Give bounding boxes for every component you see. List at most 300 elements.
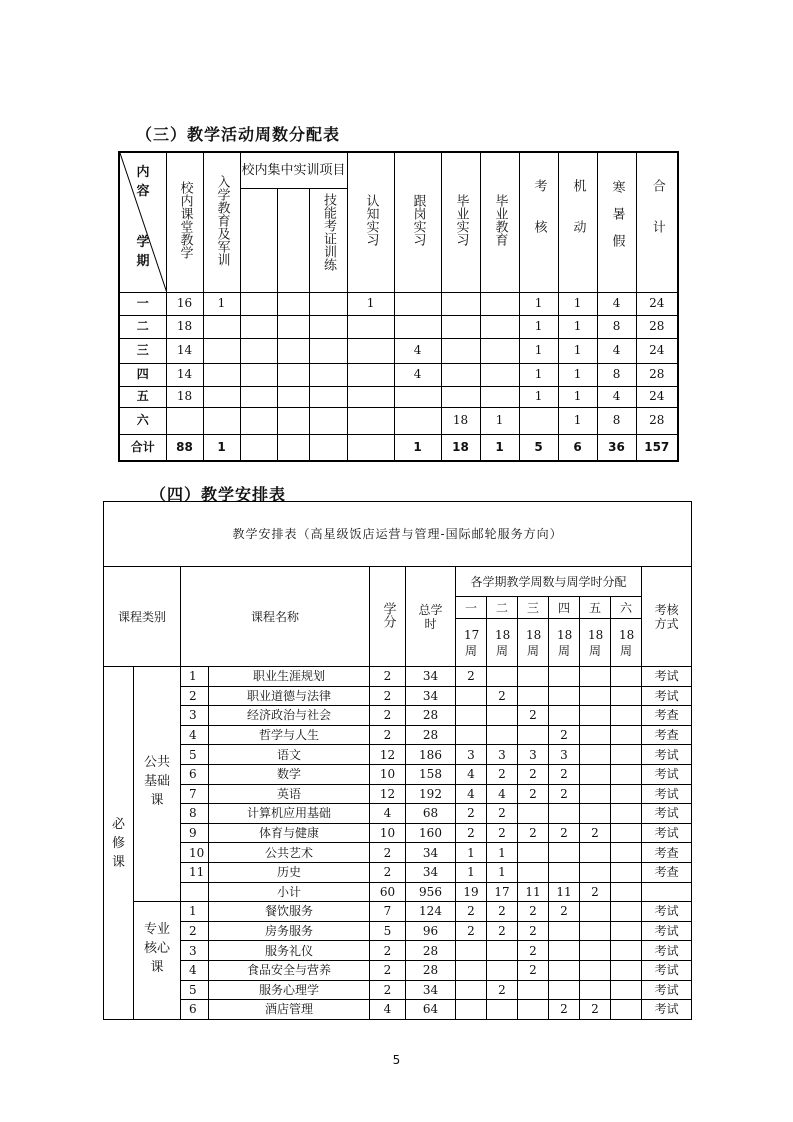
week-cell <box>347 338 394 363</box>
week-cell: 1 <box>519 315 558 338</box>
term-hours <box>580 706 611 726</box>
table-row <box>104 784 692 804</box>
term-hours <box>549 706 580 726</box>
course-assessment: 考查 <box>642 725 692 745</box>
header-total-hours: 总学时 <box>406 567 456 667</box>
term-hours <box>456 686 487 706</box>
course-hours: 158 <box>406 764 456 784</box>
term-hours: 2 <box>487 980 518 1000</box>
week-cell <box>309 434 347 461</box>
header-term: 四 <box>549 597 580 619</box>
week-cell: 1 <box>519 386 558 407</box>
week-label: 18周 <box>526 627 542 658</box>
term-hours <box>611 1000 642 1020</box>
term-hours: 3 <box>487 745 518 765</box>
week-cell: 1 <box>480 434 519 461</box>
week-label: 18周 <box>619 627 635 658</box>
course-no: 1 <box>181 902 209 922</box>
subtotal-label: 小计 <box>209 882 370 902</box>
week-row <box>119 407 678 434</box>
header-training-group: 校内集中实训项目 <box>240 152 347 188</box>
week-cell: 8 <box>597 363 636 386</box>
term-hours <box>518 1000 549 1020</box>
week-cell <box>309 315 347 338</box>
course-hours: 34 <box>406 980 456 1000</box>
term-hours <box>487 941 518 961</box>
term-hours: 4 <box>456 784 487 804</box>
course-name: 房务服务 <box>209 921 370 941</box>
course-hours: 160 <box>406 823 456 843</box>
course-no: 8 <box>181 804 209 824</box>
term-hours <box>580 902 611 922</box>
term-hours: 2 <box>518 706 549 726</box>
week-cell <box>309 363 347 386</box>
week-cell: 88 <box>166 434 203 461</box>
course-assessment: 考试 <box>642 902 692 922</box>
week-cell: 4 <box>597 338 636 363</box>
week-cell: 28 <box>636 363 678 386</box>
term-hours <box>580 960 611 980</box>
course-hours: 34 <box>406 686 456 706</box>
week-cell <box>394 315 441 338</box>
week-cell <box>480 315 519 338</box>
week-cell <box>347 363 394 386</box>
term-hours <box>518 725 549 745</box>
week-cell <box>347 434 394 461</box>
course-assessment: 考试 <box>642 667 692 687</box>
term-hours <box>487 667 518 687</box>
corner-header <box>119 152 166 292</box>
term-hours: 2 <box>487 902 518 922</box>
week-cell: 5 <box>519 434 558 461</box>
term-hours <box>611 960 642 980</box>
course-credit: 2 <box>370 725 406 745</box>
header-week <box>580 619 611 667</box>
term-hours <box>518 843 549 863</box>
course-name: 服务心理学 <box>209 980 370 1000</box>
table-row <box>104 941 692 961</box>
course-hours: 124 <box>406 902 456 922</box>
term-hours <box>580 745 611 765</box>
week-cell <box>309 292 347 315</box>
week-cell <box>203 386 240 407</box>
course-no: 4 <box>181 960 209 980</box>
header-term: 二 <box>487 597 518 619</box>
course-credit: 2 <box>370 960 406 980</box>
course-hours: 64 <box>406 1000 456 1020</box>
week-cell <box>203 363 240 386</box>
course-credit: 60 <box>370 882 406 902</box>
term-hours <box>611 804 642 824</box>
week-label: 18周 <box>557 627 573 658</box>
course-name: 公共艺术 <box>209 843 370 863</box>
week-cell: 18 <box>166 315 203 338</box>
week-cell <box>277 407 309 434</box>
term-hours <box>518 862 549 882</box>
course-credit: 7 <box>370 902 406 922</box>
header-assessment: 考核方式 <box>642 567 692 667</box>
week-cell <box>309 407 347 434</box>
week-cell: 4 <box>394 363 441 386</box>
header-training-sub2 <box>277 188 309 292</box>
term-hours: 2 <box>518 764 549 784</box>
week-cell <box>394 292 441 315</box>
term-hours: 2 <box>487 804 518 824</box>
term-hours <box>549 667 580 687</box>
week-cell: 4 <box>597 386 636 407</box>
header-mobile: 机动 <box>558 152 597 292</box>
term-hours <box>456 941 487 961</box>
week-cell: 24 <box>636 292 678 315</box>
table-row <box>104 745 692 765</box>
week-cell <box>277 315 309 338</box>
term-hours <box>549 980 580 1000</box>
week-cell: 28 <box>636 407 678 434</box>
term-hours: 2 <box>456 804 487 824</box>
course-assessment <box>642 882 692 902</box>
header-enroll: 入学教育及军训 <box>203 152 240 292</box>
table-row <box>104 902 692 922</box>
course-hours: 34 <box>406 843 456 863</box>
term-hours <box>580 686 611 706</box>
term-label: 二 <box>119 315 166 338</box>
term-hours <box>487 706 518 726</box>
term-hours <box>611 686 642 706</box>
term-hours: 2 <box>456 921 487 941</box>
term-hours <box>456 1000 487 1020</box>
header-skill: 技能考证训练 <box>309 188 347 292</box>
course-assessment: 考试 <box>642 745 692 765</box>
header-cognition: 认知实习 <box>347 152 394 292</box>
week-cell <box>240 363 277 386</box>
week-cell <box>394 407 441 434</box>
header-week <box>549 619 580 667</box>
term-hours <box>580 667 611 687</box>
course-name: 酒店管理 <box>209 1000 370 1020</box>
week-cell: 1 <box>347 292 394 315</box>
week-cell <box>441 363 480 386</box>
course-no: 10 <box>181 843 209 863</box>
table-row <box>104 980 692 1000</box>
term-hours: 1 <box>456 843 487 863</box>
week-cell <box>277 434 309 461</box>
term-hours: 11 <box>549 882 580 902</box>
table-row <box>104 804 692 824</box>
header-term: 五 <box>580 597 611 619</box>
course-name: 历史 <box>209 862 370 882</box>
week-cell <box>519 407 558 434</box>
week-cell: 18 <box>166 386 203 407</box>
week-cell: 1 <box>558 338 597 363</box>
term-hours <box>456 725 487 745</box>
term-label: 五 <box>119 386 166 407</box>
term-hours: 3 <box>456 745 487 765</box>
week-cell <box>347 315 394 338</box>
course-assessment: 考试 <box>642 960 692 980</box>
term-hours <box>611 764 642 784</box>
term-hours <box>580 784 611 804</box>
header-term: 三 <box>518 597 549 619</box>
week-row <box>119 386 678 407</box>
group-core <box>134 902 181 1020</box>
term-label: 四 <box>119 363 166 386</box>
week-cell: 1 <box>558 363 597 386</box>
course-name: 餐饮服务 <box>209 902 370 922</box>
course-name: 职业道德与法律 <box>209 686 370 706</box>
term-hours <box>580 843 611 863</box>
week-row <box>119 363 678 386</box>
table-row <box>104 843 692 863</box>
course-credit: 4 <box>370 804 406 824</box>
term-hours <box>518 980 549 1000</box>
term-hours <box>549 921 580 941</box>
week-cell: 1 <box>519 338 558 363</box>
term-hours: 2 <box>518 784 549 804</box>
week-row <box>119 434 678 461</box>
course-no: 7 <box>181 784 209 804</box>
course-no: 5 <box>181 980 209 1000</box>
term-hours <box>580 804 611 824</box>
term-hours: 3 <box>518 745 549 765</box>
header-course-name: 课程名称 <box>181 567 370 667</box>
term-hours <box>549 862 580 882</box>
term-hours <box>580 862 611 882</box>
course-assessment: 考试 <box>642 784 692 804</box>
group-public <box>134 667 181 902</box>
week-cell: 36 <box>597 434 636 461</box>
course-hours: 28 <box>406 941 456 961</box>
teaching-schedule-table <box>103 501 692 1020</box>
header-term: 六 <box>611 597 642 619</box>
course-hours: 192 <box>406 784 456 804</box>
course-name: 计算机应用基础 <box>209 804 370 824</box>
week-row <box>119 292 678 315</box>
term-hours: 2 <box>549 725 580 745</box>
week-cell: 28 <box>636 315 678 338</box>
week-cell <box>240 315 277 338</box>
header-graduation-intern: 毕业实习 <box>441 152 480 292</box>
week-cell <box>347 386 394 407</box>
header-category: 课程类别 <box>104 567 181 667</box>
course-assessment: 考试 <box>642 941 692 961</box>
course-name: 数学 <box>209 764 370 784</box>
course-no: 6 <box>181 1000 209 1020</box>
week-cell <box>240 292 277 315</box>
term-hours <box>580 725 611 745</box>
course-credit: 2 <box>370 980 406 1000</box>
week-cell: 24 <box>636 386 678 407</box>
week-cell <box>277 338 309 363</box>
course-name: 食品安全与营养 <box>209 960 370 980</box>
week-cell: 18 <box>441 407 480 434</box>
term-hours: 2 <box>518 823 549 843</box>
course-no: 1 <box>181 667 209 687</box>
header-followup: 跟岗实习 <box>394 152 441 292</box>
course-no: 11 <box>181 862 209 882</box>
course-credit: 12 <box>370 784 406 804</box>
term-hours: 2 <box>549 764 580 784</box>
course-credit: 2 <box>370 706 406 726</box>
course-no: 4 <box>181 725 209 745</box>
term-hours <box>611 706 642 726</box>
section4-heading: （四）教学安排表 <box>150 485 287 504</box>
week-cell: 1 <box>519 292 558 315</box>
week-cell <box>441 292 480 315</box>
table-row <box>104 1000 692 1020</box>
term-hours <box>580 980 611 1000</box>
course-no: 2 <box>181 921 209 941</box>
header-credit: 学分 <box>370 567 406 667</box>
section3-heading: （三）教学活动周数分配表 <box>136 125 341 144</box>
term-label: 六 <box>119 407 166 434</box>
week-cell: 4 <box>597 292 636 315</box>
week-cell <box>277 292 309 315</box>
term-hours <box>487 725 518 745</box>
header-holiday: 寒暑假 <box>597 152 636 292</box>
course-assessment: 考试 <box>642 764 692 784</box>
term-hours: 2 <box>456 902 487 922</box>
term-hours <box>549 686 580 706</box>
term-hours: 2 <box>580 1000 611 1020</box>
term-hours: 2 <box>580 882 611 902</box>
week-cell: 14 <box>166 338 203 363</box>
term-hours <box>580 941 611 961</box>
course-name: 经济政治与社会 <box>209 706 370 726</box>
term-hours <box>611 902 642 922</box>
course-hours: 28 <box>406 960 456 980</box>
header-week <box>518 619 549 667</box>
course-hours: 68 <box>406 804 456 824</box>
week-cell <box>240 407 277 434</box>
week-cell <box>480 363 519 386</box>
term-hours <box>549 941 580 961</box>
group-public-label: 公共基础课 <box>143 755 170 808</box>
term-hours: 1 <box>487 862 518 882</box>
course-credit: 12 <box>370 745 406 765</box>
term-hours: 2 <box>518 921 549 941</box>
week-cell: 1 <box>558 315 597 338</box>
term-hours: 2 <box>487 823 518 843</box>
week-cell <box>480 338 519 363</box>
course-credit: 2 <box>370 941 406 961</box>
term-hours: 2 <box>487 764 518 784</box>
course-name: 哲学与人生 <box>209 725 370 745</box>
term-label: 合计 <box>119 434 166 461</box>
week-cell: 1 <box>558 407 597 434</box>
header-total: 合计 <box>636 152 678 292</box>
page-number: 5 <box>392 1053 401 1067</box>
header-week <box>456 619 487 667</box>
table-row <box>104 706 692 726</box>
course-hours: 186 <box>406 745 456 765</box>
course-no: 3 <box>181 706 209 726</box>
week-cell <box>309 338 347 363</box>
week-cell <box>203 315 240 338</box>
course-credit: 2 <box>370 862 406 882</box>
course-assessment: 考试 <box>642 1000 692 1020</box>
week-label: 18周 <box>495 627 511 658</box>
subtotal-no <box>181 882 209 902</box>
header-week <box>487 619 518 667</box>
week-cell <box>441 315 480 338</box>
term-hours <box>456 980 487 1000</box>
week-cell: 1 <box>203 292 240 315</box>
table-row <box>104 823 692 843</box>
course-hours: 28 <box>406 725 456 745</box>
week-cell: 8 <box>597 315 636 338</box>
week-cell <box>309 386 347 407</box>
week-cell <box>347 407 394 434</box>
week-cell <box>203 338 240 363</box>
course-assessment: 考试 <box>642 804 692 824</box>
term-hours <box>611 980 642 1000</box>
course-credit: 4 <box>370 1000 406 1020</box>
term-hours: 17 <box>487 882 518 902</box>
term-hours: 2 <box>487 686 518 706</box>
course-credit: 5 <box>370 921 406 941</box>
term-hours: 2 <box>549 784 580 804</box>
term-hours: 2 <box>487 921 518 941</box>
category-required-label: 必修课 <box>111 817 125 870</box>
week-cell: 14 <box>166 363 203 386</box>
week-cell: 16 <box>166 292 203 315</box>
term-hours <box>611 862 642 882</box>
table-row <box>104 921 692 941</box>
term-hours: 2 <box>549 823 580 843</box>
term-hours: 1 <box>487 843 518 863</box>
table-row <box>104 862 692 882</box>
table-row <box>104 667 692 687</box>
week-cell <box>441 386 480 407</box>
term-hours: 11 <box>518 882 549 902</box>
course-assessment: 考查 <box>642 706 692 726</box>
subtotal-row <box>104 882 692 902</box>
week-cell: 18 <box>441 434 480 461</box>
course-hours: 34 <box>406 862 456 882</box>
term-hours: 2 <box>456 823 487 843</box>
term-hours: 2 <box>518 941 549 961</box>
course-credit: 2 <box>370 686 406 706</box>
course-assessment: 考试 <box>642 921 692 941</box>
course-no: 9 <box>181 823 209 843</box>
term-hours <box>611 941 642 961</box>
header-training-sub1 <box>240 188 277 292</box>
week-cell <box>277 363 309 386</box>
term-hours <box>611 882 642 902</box>
course-name: 语文 <box>209 745 370 765</box>
week-cell: 1 <box>558 292 597 315</box>
course-no: 2 <box>181 686 209 706</box>
course-assessment: 考查 <box>642 862 692 882</box>
term-hours <box>487 960 518 980</box>
course-credit: 2 <box>370 843 406 863</box>
header-classroom: 校内课堂教学 <box>166 152 203 292</box>
week-cell: 157 <box>636 434 678 461</box>
week-cell <box>480 386 519 407</box>
term-hours <box>611 823 642 843</box>
term-hours: 2 <box>549 1000 580 1020</box>
week-cell: 1 <box>558 386 597 407</box>
course-no: 5 <box>181 745 209 765</box>
term-hours: 2 <box>518 960 549 980</box>
term-hours <box>549 960 580 980</box>
week-cell: 24 <box>636 338 678 363</box>
header-graduation-edu: 毕业教育 <box>480 152 519 292</box>
course-no: 3 <box>181 941 209 961</box>
corner-top-label: 内容 <box>136 165 150 199</box>
table-row <box>104 686 692 706</box>
term-label: 三 <box>119 338 166 363</box>
